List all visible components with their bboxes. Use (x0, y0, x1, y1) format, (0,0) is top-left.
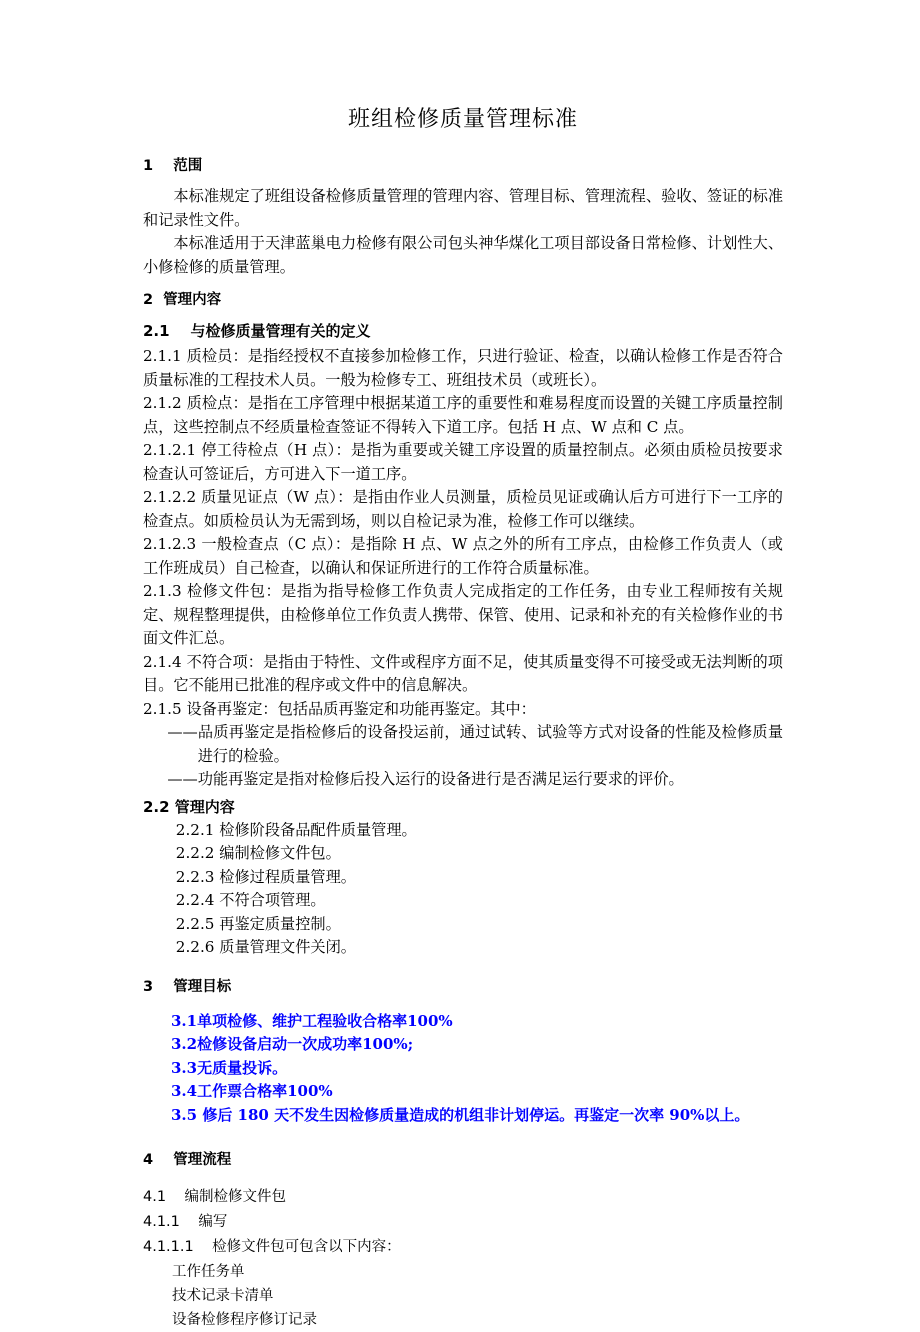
list-item: 2.2.1 检修阶段备品配件质量管理。 (175, 820, 417, 839)
definition-2-1-5-item-a: ——品质再鉴定是指检修后的设备投运前，通过试转、试验等方式对设备的性能及检修质量进行的检验。 (167, 723, 783, 765)
section-4-heading: 4 管理流程 (143, 1152, 232, 1168)
section-4-1-1-heading: 4.1.1 编写 (143, 1214, 228, 1230)
definition-2-1-3: 2.1.3 检修文件包：是指为指导检修工作负责人完成指定的工作任务，由专业工程师按有关规定、规程整理提供，由检修单位工作负责人携带、保管、使用、记录和补充的有关检修作业的书面文件汇总。 (143, 582, 783, 647)
definition-2-1-2-3: 2.1.2.3 一般检查点（C 点）：是指除 H 点、W 点之外的所有工序点，由检修工作负责人（或工作班成员）自己检查，以确认和保证所进行的工作符合质量标准。 (143, 535, 783, 577)
section-4 (143, 1147, 783, 1332)
definition-2-1-2-2: 2.1.2.2 质量见证点（W 点）：是指由作业人员测量，质检员见证或确认后方可进行下一工序的检查点。如质检员认为无需到场，则以自检记录为准，检修工作可以继续。 (143, 488, 783, 530)
management-goals-list (143, 1010, 783, 1128)
page-title: 班组检修质量管理标准 (347, 107, 578, 132)
section-2 (143, 287, 783, 960)
section-2-heading: 2 管理内容 (143, 292, 222, 308)
definition-2-1-2-1: 2.1.2.1 停工待检点（H 点）：是指为重要或关键工序设置的质量控制点。必须由质检员按要求检查认可签证后，方可进入下一道工序。 (143, 441, 783, 483)
definition-2-1-5-item-b: ——功能再鉴定是指对检修后投入运行的设备进行是否满足运行要求的评价。 (167, 770, 684, 788)
list-item: 2.2.2 编制检修文件包。 (175, 844, 341, 862)
list-item: 2.2.6 质量管理文件关闭。 (175, 938, 356, 956)
document-package-contents-list (143, 1260, 783, 1332)
section-2-2-list (143, 819, 783, 960)
section-4-1-1-1-heading: 4.1.1.1 检修文件包可包含以下内容： (143, 1239, 401, 1255)
goal-item: 3.4工作票合格率100% (171, 1082, 333, 1100)
list-item: 工作任务单 (172, 1264, 245, 1280)
goal-item: 3.2检修设备启动一次成功率100%; (171, 1035, 414, 1053)
definition-2-1-2: 2.1.2 质检点：是指在工序管理中根据某道工序的重要性和难易程度而设置的关键工序质量控制点，这些控制点不经质量检查签证不得转入下道工序。包括 H 点、W 点和 C 点。 (143, 394, 783, 436)
goal-item: 3.3无质量投诉。 (171, 1058, 288, 1077)
definition-2-1-4: 2.1.4 不符合项：是指由于特性、文件或程序方面不足，使其质量变得不可接受或无法判断的项目。它不能用已批准的程序或文件中的信息解决。 (143, 652, 783, 694)
section-3-heading: 3 管理目标 (143, 978, 232, 995)
list-item: 2.2.4 不符合项管理。 (175, 891, 326, 909)
section-3 (143, 974, 783, 1128)
section-4-1-heading: 4.1 编制检修文件包 (143, 1189, 286, 1205)
definition-2-1-1: 2.1.1 质检员：是指经授权不直接参加检修工作，只进行验证、检查，以确认检修工作是否符合质量标准的工程技术人员。一般为检修专工、班组技术员（或班长）。 (143, 347, 783, 389)
definition-2-1-5: 2.1.5 设备再鉴定：包括品质再鉴定和功能再鉴定。其中： (143, 699, 536, 718)
section-1-paragraph-1: 本标准规定了班组设备检修质量管理的管理内容、管理目标、管理流程、验收、签证的标准和记录性文件。 (143, 187, 783, 229)
list-item: 2.2.3 检修过程质量管理。 (175, 867, 356, 886)
section-1-heading: 1 范围 (143, 158, 203, 174)
section-1-paragraph-2: 本标准适用于天津蓝巢电力检修有限公司包头神华煤化工项目部设备日常检修、计划性大、小修检修的质量管理。 (143, 234, 783, 276)
list-item: 2.2.5 再鉴定质量控制。 (175, 914, 341, 933)
section-2-2-heading: 2.2 管理内容 (143, 797, 235, 816)
section-1 (143, 153, 783, 279)
list-item: 技术记录卡清单 (172, 1288, 274, 1304)
goal-item: 3.1单项检修、维护工程验收合格率100% (171, 1011, 453, 1030)
list-item: 设备检修程序修订记录 (172, 1312, 317, 1328)
section-2-1-heading: 2.1 与检修质量管理有关的定义 (143, 322, 371, 340)
goal-item: 3.5 修后 180 天不发生因检修质量造成的机组非计划停运。再鉴定一次率 90%以上。 (171, 1105, 750, 1124)
